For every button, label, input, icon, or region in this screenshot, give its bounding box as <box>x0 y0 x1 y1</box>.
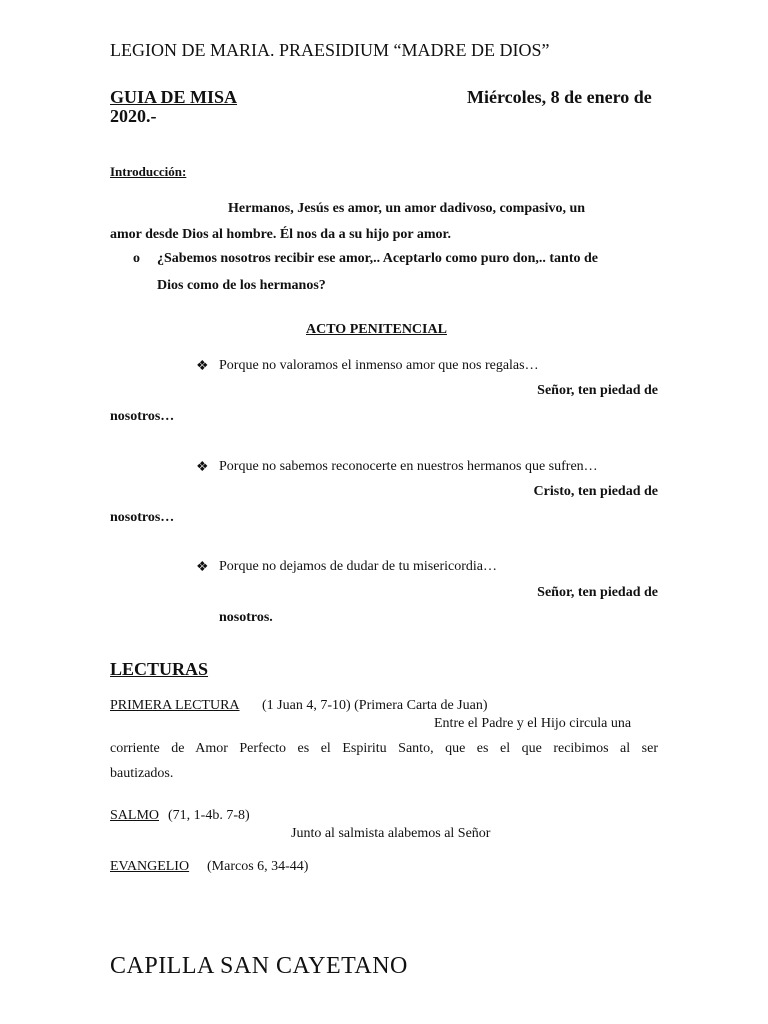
petition-text: Porque no valoramos el inmenso amor que nos regalas… <box>219 358 539 373</box>
petition-response: Cristo, ten piedad de <box>533 484 658 499</box>
psalm-reference: (71, 1-4b. 7-8) <box>168 808 250 823</box>
first-reading-text-line: corriente de Amor Perfecto es el Espiritu Santo, que es el que recibimos al ser <box>110 741 658 756</box>
penitential-act-heading: ACTO PENITENCIAL <box>306 322 447 337</box>
introduction-heading: Introducción: <box>110 164 187 179</box>
first-reading-label: PRIMERA LECTURA <box>110 698 240 713</box>
bullet-icon: o <box>133 251 140 266</box>
introduction-question-line: ¿Sabemos nosotros recibir ese amor,.. Aceptarlo como puro don,.. tanto de <box>157 251 598 266</box>
first-reading-reference: (1 Juan 4, 7-10) (Primera Carta de Juan) <box>262 698 488 713</box>
petition-response-continued: nosotros… <box>110 409 175 424</box>
diamond-bullet-icon: ❖ <box>196 359 209 374</box>
petition-response: Señor, ten piedad de <box>537 585 658 600</box>
gospel-label: EVANGELIO <box>110 859 190 874</box>
petition-text: Porque no dejamos de dudar de tu misericordia… <box>219 559 497 574</box>
diamond-bullet-icon: ❖ <box>196 460 209 475</box>
date-line: Miércoles, 8 de enero de <box>467 87 652 107</box>
readings-heading: LECTURAS <box>110 659 209 679</box>
diamond-bullet-icon: ❖ <box>196 560 209 575</box>
first-reading-text-line: bautizados. <box>110 766 174 781</box>
introduction-paragraph-line: Hermanos, Jesús es amor, un amor dadivoso, compasivo, un <box>228 201 586 216</box>
petition-response-continued: nosotros… <box>110 510 175 525</box>
date-year: 2020.- <box>110 106 157 126</box>
petition-text: Porque no sabemos reconocerte en nuestros hermanos que sufren… <box>219 459 598 474</box>
chapel-name: CAPILLA SAN CAYETANO <box>110 953 408 979</box>
psalm-label: SALMO <box>110 808 160 823</box>
first-reading-text-line: Entre el Padre y el Hijo circula una <box>434 716 632 731</box>
psalm-response-text: Junto al salmista alabemos al Señor <box>291 826 491 841</box>
petition-response: Señor, ten piedad de <box>537 383 658 398</box>
petition-response-continued: nosotros. <box>219 610 273 625</box>
introduction-paragraph-line: amor desde Dios al hombre. Él nos da a su hijo por amor. <box>110 227 451 242</box>
introduction-question-line: Dios como de los hermanos? <box>157 278 326 293</box>
organization-header: LEGION DE MARIA. PRAESIDIUM “MADRE DE DIOS” <box>110 40 550 60</box>
gospel-reference: (Marcos 6, 34-44) <box>207 859 309 874</box>
guide-title: GUIA DE MISA <box>110 87 238 107</box>
